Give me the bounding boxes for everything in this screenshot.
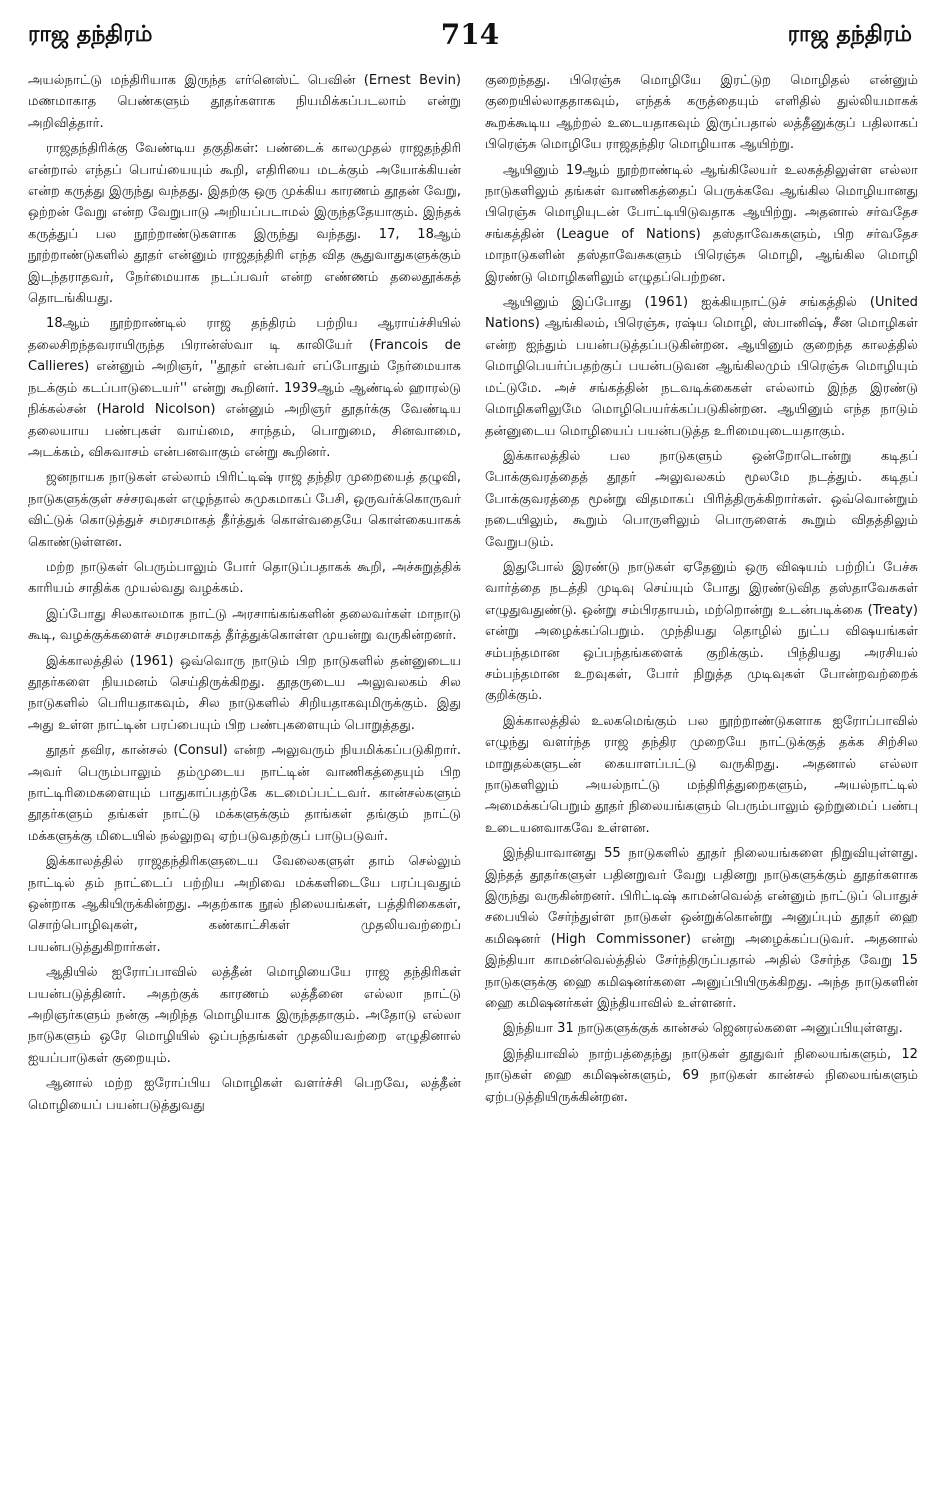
paragraph: ஆயினும் 19ஆம் நூற்றாண்டில் ஆங்கிலேயர் உலகத்திலுள்ள எல்லா நாடுகளிலும் தங்கள் வாணிகத்தைப் பெருக்கவே ஆங்கில மொழியானது பிரெஞ்சு மொழியுடன் போட்டியிடுவதாக ஆயிற்று. அதனால் சர்வதேச சங்கத்தின் (League of Nations) தஸ்தாவேசுகளும், பிற சர்வதேச மாநாடுகளின் தஸ்தாவேசுகளும் பிரெஞ்சு மொழி, ஆங்கில மொழி இரண்டு மொழிகளிலும் எழுதப்பெற்றன. — [485, 162, 918, 285]
paragraph: இக்காலத்தில் ராஜதந்திரிகளுடைய வேலைகளுள் தாம் செல்லும் நாட்டில் தம் நாட்டைப் பற்றிய அறிவை மக்களிடையே பரப்புவதும் ஒன்றாக ஆகியிருக்கின்றது. அதற்காக நூல் நிலையங்கள், பத்திரிகைகள், சொற்பொழிவுகள், கண்காட்சிகள் முதலியவற்றைப் பயன்படுத்துகிறார்கள். — [28, 854, 461, 955]
page-number: 714 — [440, 18, 500, 51]
paragraph: ஆதியில் ஐரோப்பாவில் லத்தீன் மொழியையே ராஜ தந்திரிகள் பயன்படுத்தினர். அதற்குக் காரணம் லத்தீனை எல்லா நாட்டு அறிஞர்களும் நன்கு அறிந்த மொழியாக இருந்ததாகும். அதோடு எல்லா நாடுகளும் ஒரே மொழியில் ஒப்பந்தங்கள் முதலியவற்றை எழுதினால் ஐயப்பாடுகள் குறையும். — [28, 965, 461, 1066]
paragraph: இதுபோல் இரண்டு நாடுகள் ஏதேனும் ஒரு விஷயம் பற்றிப் பேச்சு வார்த்தை நடத்தி முடிவு செய்யும் போது இரண்டுவித தஸ்தாவேசுகள் எழுதுவதுண்டு. ஒன்று சம்பிரதாயம், மற்றொன்று உடன்படிக்கை (Treaty) என்று அழைக்கப்பெறும். முந்தியது தொழில் நுட்ப விஷயங்கள் சம்பந்தமான ஒப்பந்தங்களைக் குறிக்கும். பிந்தியது அரசியல் சம்பந்தமான உறவுகள், போர் நிறுத்த முடிவுகள் போன்றவற்றைக் குறிக்கும். — [485, 559, 918, 704]
text-columns — [28, 70, 918, 1425]
running-title-left: ராஜ தந்திரம் — [28, 22, 153, 47]
paragraph: இக்காலத்தில் உலகமெங்கும் பல நூற்றாண்டுகளாக ஐரோப்பாவில் எழுந்து வளர்ந்த ராஜ தந்திர முறையே நாட்டுக்குத் தக்க சிற்சில மாறுதல்களுடன் கையாளப்பட்டு வருகிறது. அதனால் எல்லா நாடுகளிலும் அயல்நாட்டு மந்திரித்துறைகளும், அயல்நாட்டில் அமைக்கப்பெறும் தூதர் நிலையங்களும் பெரும்பாலும் ஒற்றுமைப் பண்பு உடையனவாகவே உள்ளன. — [485, 713, 918, 836]
paragraph: இக்காலத்தில் (1961) ஒவ்வொரு நாடும் பிற நாடுகளில் தன்னுடைய தூதர்களை நியமனம் செய்திருக்கிறது. தூதருடைய அலுவலகம் சில நாடுகளில் பெரியதாகவும், சில நாடுகளில் சிறியதாகவுமிருக்கும். இது அது உள்ள நாட்டின் பரப்பையும் பிற பண்புகளையும் பொறுத்தது. — [28, 653, 461, 733]
paragraph: இந்தியாவில் நாற்பத்தைந்து நாடுகள் தூதுவர் நிலையங்களும், 12 நாடுகள் ஹை கமிஷன்களும், 69 நாடுகள் கான்சல் நிலையங்களும் ஏற்படுத்தியிருக்கின்றன. — [485, 1046, 918, 1105]
paragraph: குறைந்தது. பிரெஞ்சு மொழியே இரட்டுற மொழிதல் என்னும் குறையில்லாததாகவும், எந்தக் கருத்தையும் எளிதில் துல்லியமாகக் கூறக்கூடிய ஆற்றல் உடையதாகவும் இருப்பதால் லத்தீனுக்குப் பதிலாகப் பிரெஞ்சு மொழியே ராஜதந்திர மொழியாக ஆயிற்று. — [485, 73, 918, 153]
page-header — [28, 18, 912, 58]
paragraph: 18ஆம் நூற்றாண்டில் ராஜ தந்திரம் பற்றிய ஆராய்ச்சியில் தலைசிறந்தவராயிருந்த பிரான்ஸ்வா டி காலியேர் (Francois de Callieres) என்னும் அறிஞர், ''தூதர் என்பவர் எப்போதும் நேர்மையாக நடக்கும் கடப்பாடுடையர்'' என்று கூறினர். 1939ஆம் ஆண்டில் ஹாரல்டு நிக்கல்சன் (Harold Nicolson) என்னும் அறிஞர் தூதர்க்கு வேண்டிய தலையாய பண்புகள் வாய்மை, சாந்தம், பொறுமை, சினவாமை, அடக்கம், விசுவாசம் என்பனவாகும் என்று கூறினர். — [28, 316, 461, 460]
paragraph: இக்காலத்தில் பல நாடுகளும் ஒன்றோடொன்று கடிதப் போக்குவரத்தைத் தூதர் அலுவலகம் மூலமே நடத்தும். கடிதப் போக்குவரத்தை மூன்று விதமாகப் பிரித்திருக்கிறார்கள். ஒவ்வொன்றும் நடையிலும், கூறும் பொருளிலும் பொருளைக் கூறும் விதத்திலும் வேறுபடும். — [485, 448, 918, 550]
paragraph: அயல்நாட்டு மந்திரியாக இருந்த எர்னெஸ்ட் பெவின் (Ernest Bevin) மணமாகாத பெண்களும் தூதர்களாக நியமிக்கப்படலாம் என்று அறிவித்தார். — [28, 73, 461, 131]
paragraph: ராஜதந்திரிக்கு வேண்டிய தகுதிகள்: பண்டைக் காலமுதல் ராஜதந்திரி என்றால் எந்தப் பொய்யையும் கூறி, எதிரியை மடக்கும் அயோக்கியன் என்ற கருத்து இருந்து வந்தது. இதற்கு ஒரு முக்கிய காரணம் தூதன் வேறு, ஒற்றன் வேறு என்ற வேறுபாடு அறியப்படாமல் இருந்ததேயாகும். இந்தக் கருத்துப் பல நூற்றாண்டுகளாக இருந்து வந்தது. 17, 18ஆம் நூற்றாண்டுகளில் தூதர் என்னும் ராஜதந்திரி எந்த வித சூதுவாதுகளுக்கும் இடந்தராதவர், நேர்மையாக நடப்பவர் என்ற எண்ணம் தலைதூக்கத் தொடங்கியது. — [28, 141, 461, 307]
paragraph: ஆயினும் இப்போது (1961) ஐக்கியநாட்டுச் சங்கத்தில் (United Nations) ஆங்கிலம், பிரெஞ்சு, ரஷ்ய மொழி, ஸ்பானிஷ், சீன மொழிகள் என்ற ஐந்தும் பயன்படுத்தப்படுகின்றன. ஆயினும் குறைந்த காலத்தில் மொழிபெயர்ப்பதற்குப் பயன்படுவன ஆங்கிலமும் பிரெஞ்சு மொழியும் மட்டுமே. அச் சங்கத்தின் நடவடிக்கைகள் எல்லாம் இந்த இரண்டு மொழிகளிலுமே மொழிபெயர்க்கப்படுகின்றன. ஆயினும் எந்த நாடும் தன்னுடைய மொழியைப் பயன்படுத்த உரிமையுடையதாகும். — [485, 295, 918, 439]
left-column — [28, 70, 461, 1425]
paragraph: ஆனால் மற்ற ஐரோப்பிய மொழிகள் வளர்ச்சி பெறவே, லத்தீன் மொழியைப் பயன்படுத்துவது — [28, 1076, 461, 1113]
paragraph: இந்தியா 31 நாடுகளுக்குக் கான்சல் ஜெனரல்களை அனுப்பியுள்ளது. — [503, 1021, 903, 1037]
paragraph: ஜனநாயக நாடுகள் எல்லாம் பிரிட்டிஷ் ராஜ தந்திர முறையைத் தழுவி, நாடுகளுக்குள் சச்சரவுகள் எழுந்தால் சுமுகமாகப் பேசி, ஒருவர்க்கொருவர் விட்டுக் கொடுத்துச் சமரசமாகத் தீர்த்துக் கொள்வதையே கொள்கையாகக் கொண்டுள்ளன. — [28, 470, 461, 550]
running-title-right: ராஜ தந்திரம் — [787, 22, 912, 47]
paragraph: தூதர் தவிர, கான்சல் (Consul) என்ற அலுவரும் நியமிக்கப்படுகிறார். அவர் பெரும்பாலும் தம்முடைய நாட்டின் வாணிகத்தையும் பிற நாட்டிரிமைகளையும் பாதுகாப்பதற்கே கடமைப்பட்டவர். கான்சல்களும் தூதர்களும் தங்கள் நாட்டு மக்களுக்கும் தாங்கள் தங்கும் நாட்டு மக்களுக்கு மிடையில் நல்லுறவு ஏற்படுவதற்குப் பாடுபடுவர். — [28, 743, 461, 844]
paragraph: மற்ற நாடுகள் பெரும்பாலும் போர் தொடுப்பதாகக் கூறி, அச்சுறுத்திக் காரியம் சாதிக்க முயல்வது வழக்கம். — [28, 559, 461, 597]
right-column — [485, 70, 918, 1425]
paragraph: இப்போது சிலகாலமாக நாட்டு அரசாங்கங்களின் தலைவர்கள் மாநாடு கூடி, வழக்குக்களைச் சமரசமாகத் தீர்த்துக்கொள்ள முயன்று வருகின்றனர். — [28, 606, 461, 644]
paragraph: இந்தியாவானது 55 நாடுகளில் தூதர் நிலையங்களை நிறுவியுள்ளது. இந்தத் தூதர்களுள் பதினறுவர் வேறு பதினறு நாடுகளுக்கும் தூதர்களாக இருந்து வருகின்றனர். பிரிட்டிஷ் காமன்வெல்த் என்னும் நாட்டுப் பொதுச் சபையில் சேர்ந்துள்ள நாடுகள் ஒன்றுக்கொன்று அனுப்பும் தூதர் ஹை கமிஷனர் (High Commissoner) என்று அழைக்கப்படுவர். அதனால் இந்தியா காமன்வெல்த்தில் சேர்ந்திருப்பதால் அதில் சேர்ந்த வேறு 15 நாடுகளுக்கு ஹை கமிஷனர்களை அனுப்பியிருக்கிறது. அந்த நாடுகளின் ஹை கமிஷனர்கள் இந்தியாவில் உள்ளனர். — [485, 846, 918, 1012]
